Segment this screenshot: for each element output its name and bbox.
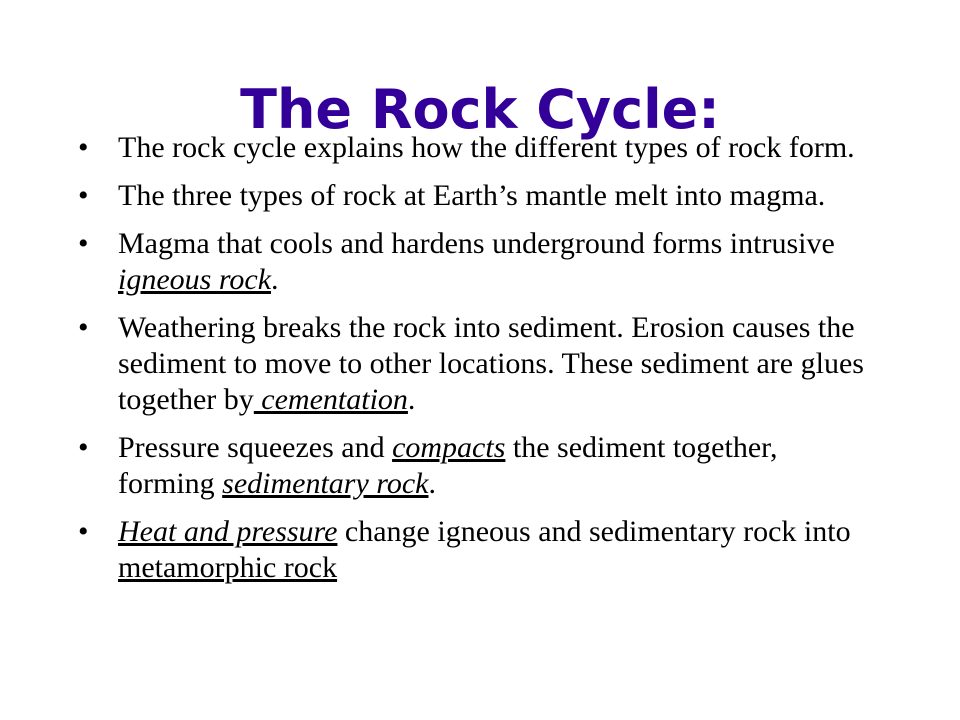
bullet-list [78, 130, 868, 598]
slide-title: The Rock Cycle: [240, 78, 720, 142]
bullet-icon: • [78, 227, 89, 260]
term-compacts: compacts [392, 431, 506, 464]
bullet-icon: • [78, 131, 89, 164]
bullet-icon: • [78, 431, 89, 464]
text-segment: . [271, 263, 279, 296]
bullet-text [118, 311, 864, 416]
bullet-item-mantle-melt [78, 178, 868, 214]
text-segment: The three types of rock at Earth’s mantle melt into magma. [118, 179, 826, 212]
term-igneous-rock: igneous rock [118, 263, 272, 296]
bullet-item-metamorphic [78, 514, 868, 586]
bullet-item-rock-cycle-definition [78, 130, 868, 166]
bullet-text [118, 131, 855, 164]
bullet-icon: • [78, 515, 89, 548]
term-metamorphic-rock: metamorphic rock [118, 551, 338, 584]
bullet-item-sedimentary [78, 430, 868, 502]
text-segment: The rock cycle explains how the different types of rock form. [118, 131, 855, 164]
bullet-item-weathering-erosion [78, 310, 868, 418]
text-segment: the sediment together, forming [118, 431, 778, 500]
text-segment: . [428, 467, 436, 500]
text-segment: Weathering breaks the rock into sediment. Erosion causes the sediment to move to other locations. These sediment are glues together by [118, 311, 864, 416]
text-segment: . [407, 383, 416, 416]
bullet-text [118, 515, 851, 584]
text-segment: Magma that cools and hardens underground forms intrusive [118, 227, 835, 260]
bullet-text [118, 179, 825, 212]
bullet-item-igneous [78, 226, 868, 298]
bullet-icon: • [78, 179, 89, 212]
term-cementation: cementation [253, 383, 408, 416]
term-sedimentary-rock: sedimentary rock [222, 467, 429, 500]
bullet-text [118, 431, 777, 500]
text-segment: change igneous and sedimentary rock into [337, 515, 851, 548]
text-segment: Pressure squeezes and [118, 431, 393, 464]
bullet-icon: • [78, 311, 89, 344]
bullet-text [118, 227, 835, 296]
term-heat-and-pressure: Heat and pressure [118, 515, 338, 548]
